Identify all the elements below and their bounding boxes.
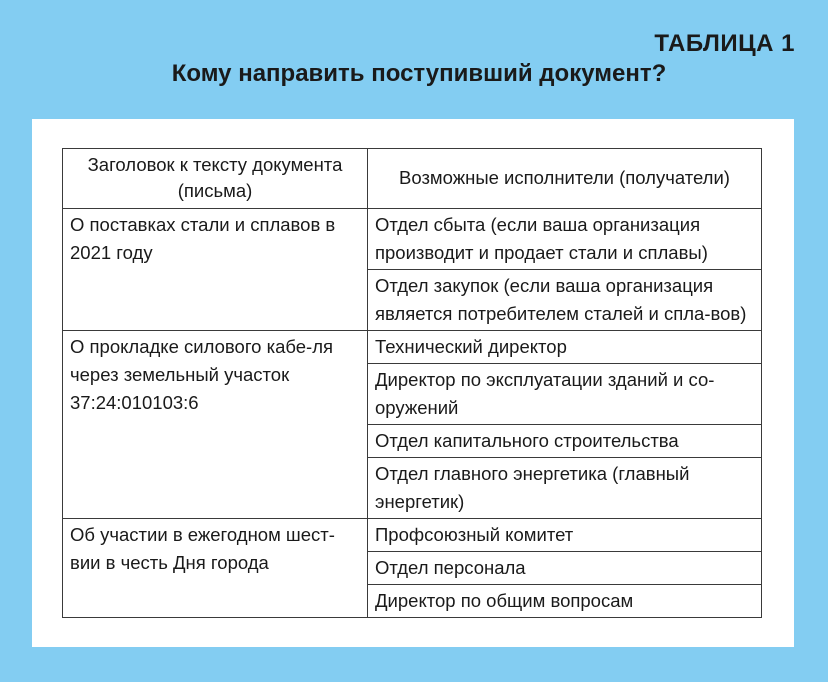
recipient-cell: Технический директор: [368, 331, 762, 364]
header-row: [63, 149, 762, 209]
recipient-cell: Отдел персонала: [368, 552, 762, 585]
recipient-cell: Отдел главного энергетика (главный энергетик): [368, 458, 762, 519]
table-row: [63, 331, 762, 364]
subject-cell: Об участии в ежегодном шест-вии в честь Дня города: [63, 519, 368, 618]
recipient-cell: Отдел капитального строительства: [368, 425, 762, 458]
recipient-cell: Отдел сбыта (если ваша организация производит и продает стали и сплавы): [368, 209, 762, 270]
column-header-recipients: Возможные исполнители (получатели): [368, 149, 762, 209]
recipients-table: [62, 148, 762, 618]
table-row: [63, 209, 762, 270]
page-title: Кому направить поступивший документ?: [171, 60, 667, 87]
recipient-cell: Директор по эксплуатации зданий и со-оружений: [368, 364, 762, 425]
subject-cell: О поставках стали и сплавов в 2021 году: [63, 209, 368, 331]
recipient-cell: Отдел закупок (если ваша организация является потребителем сталей и спла-вов): [368, 270, 762, 331]
table-row: [63, 519, 762, 552]
table-label: ТАБЛИЦА 1: [654, 30, 795, 57]
table-panel: [32, 119, 794, 647]
subject-cell: О прокладке силового кабе-ля через земельный участок 37:24:010103:6: [63, 331, 368, 519]
recipient-cell: Директор по общим вопросам: [368, 585, 762, 618]
recipient-cell: Профсоюзный комитет: [368, 519, 762, 552]
column-header-subject: Заголовок к тексту документа (письма): [63, 149, 368, 209]
